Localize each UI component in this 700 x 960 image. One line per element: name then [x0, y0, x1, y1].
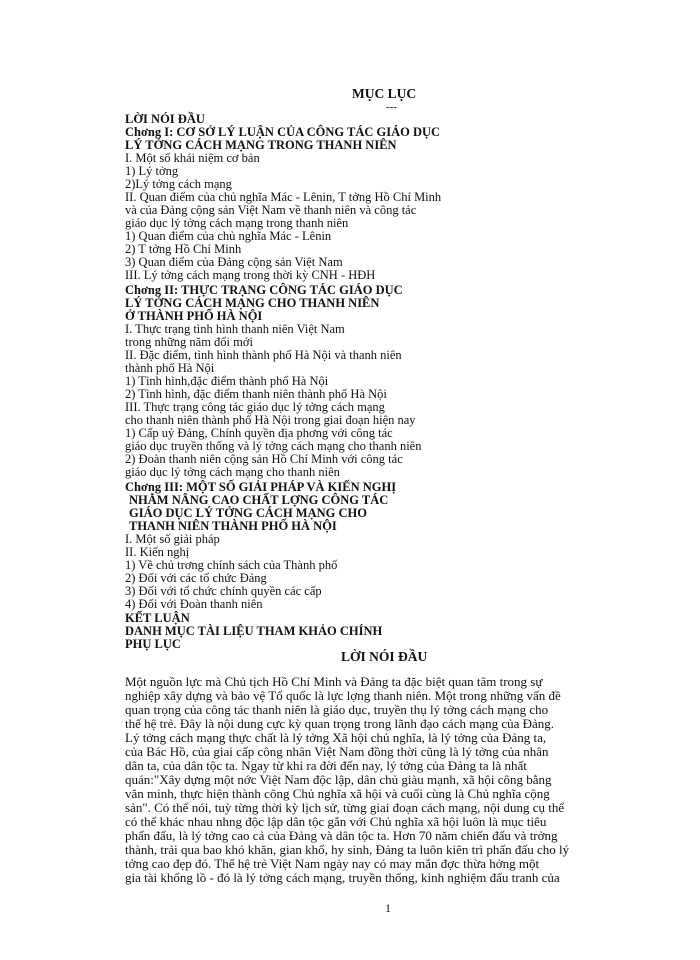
page-number: 1	[385, 901, 391, 915]
toc-entry: II. Kiến nghị	[125, 545, 190, 559]
toc-entry: LỜI NÓI ĐẦU	[125, 112, 205, 126]
toc-entry: I. Một số giải pháp	[125, 532, 220, 546]
toc-entry: 1) Quan điểm của chủ nghĩa Mác - Lênin	[125, 229, 332, 243]
toc-entry: 1) Cấp uỷ Đảng, Chính quyền địa phơng với công tác	[125, 426, 393, 440]
toc-entry: Ở THÀNH PHỐ HÀ NỘI	[125, 309, 263, 323]
toc-entry: 3) Đối với tổ chức chính quyền các cấp	[125, 584, 322, 598]
toc-entry: PHỤ LỤC	[125, 637, 181, 651]
toc-entry: KẾT LUẬN	[125, 611, 190, 625]
toc-entry: 2) Đoàn thanh niên cộng sản Hồ Chí Minh với công tác	[125, 452, 403, 466]
intro-line: Lý tởng cách mạng thực chất là lý tởng Xã hội chủ nghĩa, là lý tởng của Đảng ta,	[125, 730, 547, 745]
toc-entry: Chơng III: MỘT SỐ GIẢI PHÁP VÀ KIẾN NGHỊ	[125, 480, 397, 494]
intro-line: của Bác Hồ, của giai cấp công nhân Việt Nam đồng thời cũng là lý tởng của nhân	[125, 744, 549, 759]
toc-entry: 4) Đối với Đoàn thanh niên	[125, 597, 263, 611]
intro-line: tởng cao đẹp đó. Thế hệ trẻ Việt Nam ngày nay có may mắn đợc thừa hởng một	[125, 856, 540, 871]
toc-entry: I. Thực trạng tình hình thanh niên Việt Nam	[125, 322, 345, 336]
toc-entry: trong những năm đổi mới	[125, 335, 253, 349]
intro-line: Một nguồn lực mà Chủ tịch Hồ Chí Minh và Đảng ta đặc biệt quan tâm trong sự	[125, 674, 543, 689]
toc-entry: I. Một số khái niệm cơ bản	[125, 151, 260, 165]
toc-entry: 1) Lý tởng	[125, 164, 179, 178]
toc-entry: THANH NIÊN THÀNH PHỐ HÀ NỘI	[129, 519, 337, 533]
toc-title: MỤC LỤC	[352, 86, 417, 101]
toc-entry: 2) T tởng Hồ Chí Minh	[125, 242, 242, 256]
toc-entry: 3) Quan điểm của Đảng cộng sản Việt Nam	[125, 255, 343, 269]
toc-entry: DANH MỤC TÀI LIỆU THAM KHẢO CHÍNH	[125, 624, 383, 638]
intro-line: phấn đấu, là lý tởng cao cả của Đảng và dân tộc ta. Hơn 70 năm chiến đấu và trởng	[125, 828, 558, 843]
intro-line: gia tài khổng lồ - đó là lý tởng cách mạng, truyền thống, kinh nghiệm đấu tranh của	[125, 870, 560, 885]
toc-entry: III. Lý tởng cách mạng trong thời kỳ CNH - HĐH	[125, 268, 376, 282]
toc-entry: Chơng I: CƠ SỞ LÝ LUẬN CỦA CÔNG TÁC GIÁO DỤC	[125, 125, 441, 139]
toc-entry: III. Thực trạng công tác giáo dục lý tởng cách mạng	[125, 400, 385, 414]
intro-line: sản". Có thể nói, tuỳ từng thời kỳ lịch sử, từng giai đoạn cách mạng, nội dung cụ thể	[125, 800, 565, 815]
toc-entry: LÝ TỞNG CÁCH MẠNG TRONG THANH NIÊN	[125, 138, 397, 152]
intro-heading: LỜI NÓI ĐẦU	[341, 649, 428, 664]
toc-entry: LÝ TỞNG CÁCH MẠNG CHO THANH NIÊN	[125, 296, 380, 310]
toc-entry: II. Quan điểm của chủ nghĩa Mác - Lênin, T tởng Hồ Chí Minh	[125, 190, 442, 204]
intro-line: thế hệ trẻ. Đây là nội dung cực kỳ quan trọng trong lãnh đạo cách mạng của Đảng.	[125, 716, 555, 731]
toc-entry: Chơng II: THỰC TRẠNG CÔNG TÁC GIÁO DỤC	[125, 283, 403, 297]
intro-line: thành, trải qua bao khó khăn, gian khổ, hy sinh, Đảng ta luôn kiên trì phấn đấu cho lý	[125, 842, 570, 857]
toc-entry: NHẰM NÂNG CAO CHẤT LỢNG CÔNG TÁC	[129, 493, 389, 507]
toc-entry: 1) Tình hình,đặc điểm thành phố Hà Nội	[125, 374, 329, 388]
toc-entry: giáo dục lý tởng cách mạng trong thanh niên	[125, 216, 349, 230]
intro-line: dân ta, của dân tộc ta. Ngay từ khi ra đời đến nay, lý tởng của Đảng ta là nhất	[125, 758, 527, 773]
toc-entry: cho thanh niên thành phố Hà Nội trong giai đoạn hiện nay	[125, 413, 416, 427]
toc-entry: và của Đảng cộng sản Việt Nam về thanh niên và công tác	[125, 203, 417, 217]
intro-line: nghiệp xây dựng và bảo vệ Tổ quốc là lực lợng thanh niên. Một trong những vấn đề	[125, 688, 561, 703]
toc-entry: 2) Đối với các tổ chức Đảng	[125, 571, 267, 585]
toc-entry: 2)Lý tởng cách mạng	[125, 177, 232, 191]
toc-entry: II. Đặc điểm, tình hình thành phố Hà Nội và thanh niên	[125, 348, 402, 362]
toc-entry: giáo dục lý tởng cách mạng cho thanh niên	[125, 465, 340, 479]
intro-line: quan trọng của công tác thanh niên là giáo dục, truyền thụ lý tởng cách mạng cho	[125, 702, 549, 717]
intro-line: có thể khác nhau nhng độc lập dân tộc gắn với Chủ nghĩa xã hội luôn là mục tiêu	[125, 814, 547, 829]
toc-entry: giáo dục truyền thống và lý tởng cách mạng cho thanh niên	[125, 439, 422, 453]
intro-line: quán:"Xây dựng một nớc Việt Nam độc lập, dân chủ giàu mạnh, xã hội công bằng	[125, 772, 552, 787]
toc-entry: 2) Tình hình, đặc điểm thanh niên thành phố Hà Nội	[125, 387, 387, 401]
toc-title-dashes: ---	[386, 101, 397, 113]
toc-entry: thành phố Hà Nội	[125, 361, 215, 375]
toc-entry: GIÁO DỤC LÝ TỞNG CÁCH MẠNG CHO	[129, 506, 367, 520]
toc-entry: 1) Về chủ trơng chính sách của Thành phố	[125, 558, 338, 572]
intro-line: văn minh, thực hiện thành công Chủ nghĩa xã hội và cuối cùng là Chủ nghĩa cộng	[125, 786, 550, 801]
